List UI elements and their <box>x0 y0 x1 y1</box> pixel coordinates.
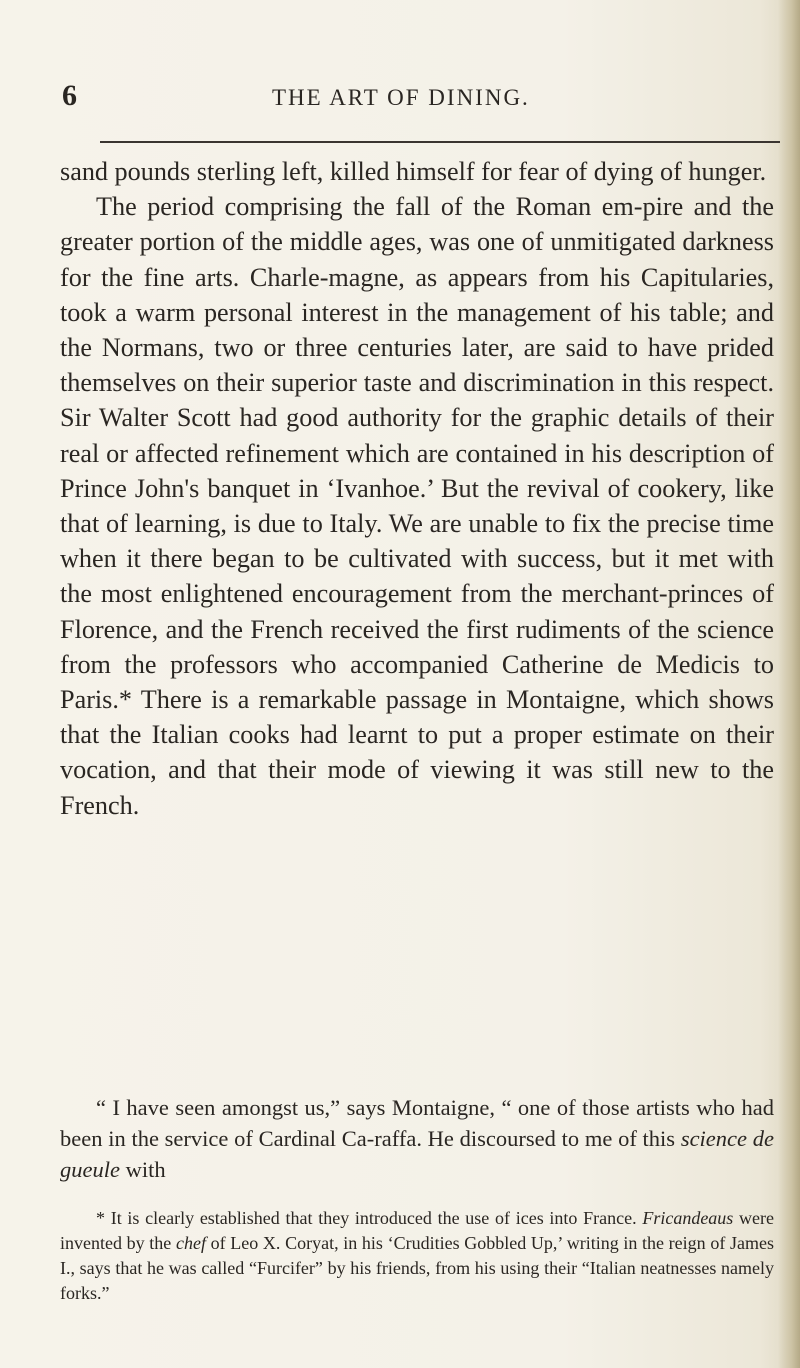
footnote-text: of Leo X. Coryat, in his ‘Crudities Gobbled Up,’ writing in the reign of James I., says that he was called “Furcifer” by his friends, from his using their “Italian neatnesses namely forks.” <box>60 1233 774 1303</box>
footnote-italic: Fricandeaus <box>642 1208 734 1228</box>
quotation <box>60 1092 774 1186</box>
footnote <box>60 1206 774 1306</box>
footnote-paragraph <box>60 1206 774 1306</box>
page-edge-shadow <box>778 0 800 1368</box>
paragraph: The period comprising the fall of the Roman em-pire and the greater portion of the middle ages, was one of unmitigated darkness for the fine arts. Charle-magne, as appears from his Capitularies, took a warm personal interest in the management of his table; and the Normans, two or three centuries later, are said to have prided themselves on their superior taste and discrimination in this respect. Sir Walter Scott had good authority for the graphic details of their real or affected refinement which are contained in his description of Prince John's banquet in ‘Ivanhoe.’ But the revival of cookery, like that of learning, is due to Italy. We are unable to fix the precise time when it there began to be cultivated with success, but it met with the most enlightened encouragement from the merchant-princes of Florence, and the French received the first rudiments of the science from the professors who accompanied Catherine de Medicis to Paris.* There is a remarkable passage in Montaigne, which shows that the Italian cooks had learnt to put a proper estimate on their vocation, and that their mode of viewing it was still new to the French. <box>60 192 774 820</box>
header-rule <box>100 141 780 143</box>
footnote-text: * It is clearly established that they introduced the use of ices into France. <box>96 1208 643 1228</box>
running-head: THE ART OF DINING. <box>272 85 530 110</box>
main-text <box>60 154 774 823</box>
footnote-text: were invented by the <box>60 1208 774 1253</box>
quote-text: “ I have seen amongst us,” says Montaigne, “ one of those artists who had been in the service of Cardinal Ca-raffa. He discoursed to me of this <box>60 1095 774 1152</box>
quotation-paragraph <box>60 1092 774 1186</box>
page-header <box>62 76 762 120</box>
page-number: 6 <box>62 79 77 112</box>
quote-text-end: with <box>119 1157 166 1183</box>
footnote-italic: chef <box>175 1233 206 1253</box>
paragraph-continued: sand pounds sterling left, killed himself for fear of dying of hunger. <box>60 157 767 186</box>
quote-italic: science de gueule <box>60 1126 774 1183</box>
